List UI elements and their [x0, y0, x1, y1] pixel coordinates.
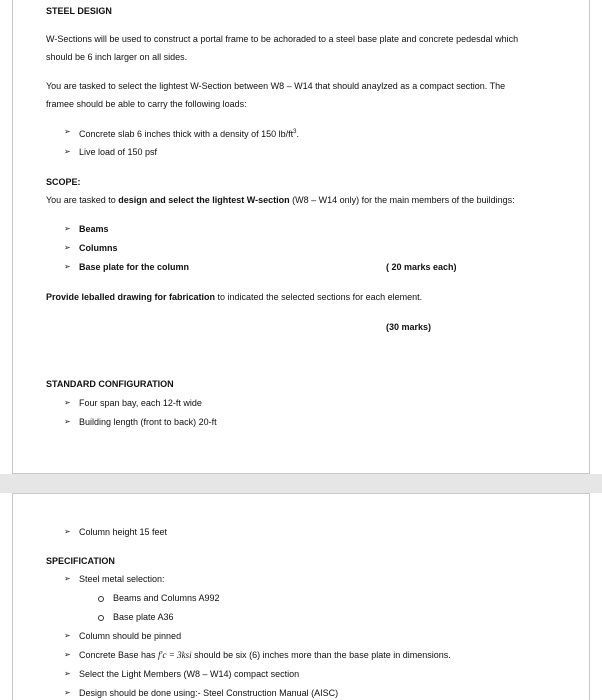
scope-item-beams: Beams	[79, 224, 109, 234]
scope-item-base-plate: Base plate for the column	[79, 262, 190, 272]
circle-bullet-icon	[98, 615, 104, 621]
circle-bullet-icon	[98, 596, 104, 602]
scope-text-bold: design and select the lightest W-section	[118, 195, 290, 205]
arrow-bullet-icon: ➢	[64, 262, 71, 271]
spec-concrete-base	[79, 649, 451, 661]
load-item-suffix: .	[296, 129, 299, 139]
arrow-bullet-icon: ➢	[64, 398, 71, 407]
config-item-span-bay: Four span bay, each 12-ft wide	[79, 398, 202, 408]
arrow-bullet-icon: ➢	[64, 669, 71, 678]
page-separator	[0, 474, 602, 493]
load-item-text: Concrete slab 6 inches thick with a density of 150 lb/ft	[79, 129, 294, 139]
arrow-bullet-icon: ➢	[64, 631, 71, 640]
load-item-concrete-slab	[79, 126, 299, 140]
intro-text-line-2: should be 6 inch larger on all sides.	[46, 52, 188, 62]
concrete-base-prefix: Concrete Base has	[79, 650, 159, 660]
arrow-bullet-icon: ➢	[64, 127, 71, 136]
drawing-instruction-bold: Provide leballed drawing for fabrication	[46, 292, 216, 302]
arrow-bullet-icon: ➢	[64, 417, 71, 426]
specification-heading: SPECIFICATION	[46, 556, 115, 566]
spec-steel-selection: Steel metal selection:	[79, 574, 165, 584]
scope-item-columns: Columns	[79, 243, 118, 253]
drawing-marks: (30 marks)	[386, 322, 432, 332]
spec-column-pinned: Column should be pinned	[79, 631, 182, 641]
scope-text-suffix: (W8 – W14 only) for the main members of the buildings:	[289, 195, 515, 205]
arrow-bullet-icon: ➢	[64, 688, 71, 697]
marks-each: ( 20 marks each)	[386, 262, 457, 272]
spec-sub-item-base-plate: Base plate A36	[113, 612, 174, 622]
document-title: STEEL DESIGN	[46, 6, 112, 16]
spec-light-members: Select the Light Members (W8 – W14) compact section	[79, 669, 300, 679]
config-item-building-length: Building length (front to back) 20-ft	[79, 417, 217, 427]
spec-sub-item-beams-columns: Beams and Columns A992	[113, 593, 220, 603]
arrow-bullet-icon: ➢	[64, 147, 71, 156]
concrete-strength-formula: f′c = 3ksi	[158, 650, 192, 660]
load-item-live-load: Live load of 150 psf	[79, 147, 158, 157]
spec-design-manual: Design should be done using:- Steel Construction Manual (AISC)	[79, 688, 339, 698]
intro-text-line-1: W-Sections will be used to construct a portal frame to be achoraded to a steel base plate and concrete pedesdal which	[46, 34, 519, 44]
arrow-bullet-icon: ➢	[64, 574, 71, 583]
drawing-instruction	[46, 291, 422, 303]
scope-text-prefix: You are tasked to	[46, 195, 119, 205]
arrow-bullet-icon: ➢	[64, 527, 71, 536]
arrow-bullet-icon: ➢	[64, 224, 71, 233]
arrow-bullet-icon: ➢	[64, 650, 71, 659]
arrow-bullet-icon: ➢	[64, 243, 71, 252]
config-item-column-height: Column height 15 feet	[79, 527, 168, 537]
standard-configuration-heading: STANDARD CONFIGURATION	[46, 379, 174, 389]
concrete-base-suffix: should be six (6) inches more than the base plate in dimensions.	[191, 650, 451, 660]
task-text-line-1: You are tasked to select the lightest W-Section between W8 – W14 that should anaylzed as a compact section. The	[46, 81, 506, 91]
scope-text	[46, 194, 515, 206]
drawing-instruction-rest: to indicated the selected sections for each element.	[215, 292, 423, 302]
task-text-line-2: framee should be able to carry the following loads:	[46, 99, 247, 109]
superscript: 3	[293, 129, 297, 135]
scope-heading: SCOPE:	[46, 177, 81, 187]
